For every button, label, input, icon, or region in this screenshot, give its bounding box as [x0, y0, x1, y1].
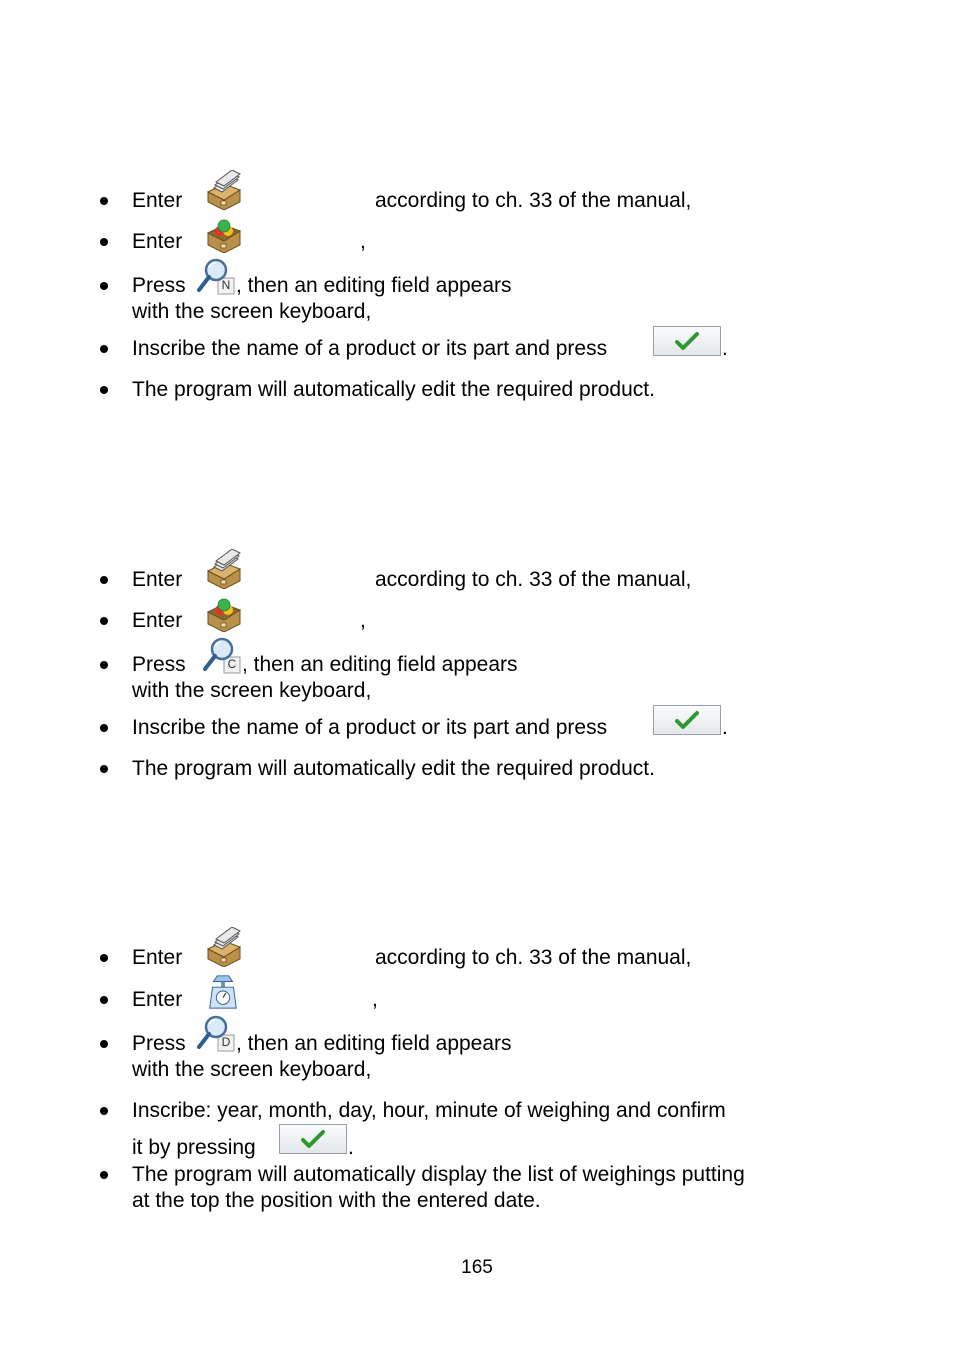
- enter-label: Enter: [132, 988, 183, 1011]
- inscribe-tail: .: [722, 716, 728, 739]
- keyboard-text: with the screen keyboard,: [132, 679, 372, 702]
- inscribe-text: Inscribe: year, month, day, hour, minute of weighing and confirm: [132, 1099, 726, 1122]
- bullet: [100, 1171, 108, 1179]
- search-by-name-icon: [196, 256, 236, 296]
- press-tail: , then an editing field appears: [236, 274, 512, 297]
- keyboard-text: with the screen keyboard,: [132, 1058, 372, 1081]
- search-letter: N: [221, 278, 231, 292]
- bullet: [100, 996, 108, 1004]
- bullet: [100, 386, 108, 394]
- inscribe-text: Inscribe the name of a product or its part and press: [132, 716, 608, 739]
- search-letter: C: [227, 657, 237, 671]
- products-icon: [204, 213, 244, 253]
- result-text: The program will automatically display the list of weighings putting: [132, 1163, 745, 1186]
- search-by-code-icon: [202, 635, 242, 675]
- enter-tail: according to ch. 33 of the manual,: [375, 189, 692, 212]
- enter-label: Enter: [132, 568, 183, 591]
- inscribe-tail: .: [722, 337, 728, 360]
- bullet: [100, 954, 108, 962]
- weighings-icon: [204, 972, 242, 1010]
- enter-tail: ,: [360, 230, 366, 253]
- press-tail: , then an editing field appears: [242, 653, 518, 676]
- keyboard-text: with the screen keyboard,: [132, 300, 372, 323]
- press-label: Press: [132, 653, 186, 676]
- enter-tail: ,: [372, 988, 378, 1011]
- press-tail: , then an editing field appears: [236, 1032, 512, 1055]
- checkmark-icon: [675, 331, 699, 351]
- database-icon: [204, 927, 244, 967]
- bullet: [100, 661, 108, 669]
- enter-tail: ,: [360, 609, 366, 632]
- checkmark-icon: [301, 1129, 325, 1149]
- bullet: [100, 238, 108, 246]
- inscribe-text: Inscribe the name of a product or its part and press: [132, 337, 608, 360]
- confirm-button: [653, 326, 721, 356]
- checkmark-icon: [675, 710, 699, 730]
- search-by-date-icon: [196, 1013, 236, 1053]
- inscribe-tail: .: [348, 1136, 354, 1159]
- bullet: [100, 1107, 108, 1115]
- bullet: [100, 617, 108, 625]
- press-label: Press: [132, 274, 186, 297]
- bullet: [100, 282, 108, 290]
- bullet: [100, 1040, 108, 1048]
- bullet: [100, 576, 108, 584]
- confirm-button: [653, 705, 721, 735]
- enter-label: Enter: [132, 609, 183, 632]
- database-icon: [204, 170, 244, 210]
- enter-tail: according to ch. 33 of the manual,: [375, 946, 692, 969]
- enter-label: Enter: [132, 189, 183, 212]
- bullet: [100, 197, 108, 205]
- bullet: [100, 724, 108, 732]
- result-text: The program will automatically edit the required product.: [132, 757, 655, 780]
- bullet: [100, 765, 108, 773]
- press-label: Press: [132, 1032, 186, 1055]
- inscribe-text: it by pressing: [132, 1136, 256, 1159]
- result-text: The program will automatically edit the required product.: [132, 378, 655, 401]
- result-text: at the top the position with the entered date.: [132, 1189, 541, 1212]
- products-icon: [204, 592, 244, 632]
- confirm-button: [279, 1124, 347, 1154]
- enter-tail: according to ch. 33 of the manual,: [375, 568, 692, 591]
- enter-label: Enter: [132, 230, 183, 253]
- bullet: [100, 345, 108, 353]
- enter-label: Enter: [132, 946, 183, 969]
- page-number: 165: [461, 1257, 493, 1278]
- search-letter: D: [221, 1035, 231, 1049]
- database-icon: [204, 549, 244, 589]
